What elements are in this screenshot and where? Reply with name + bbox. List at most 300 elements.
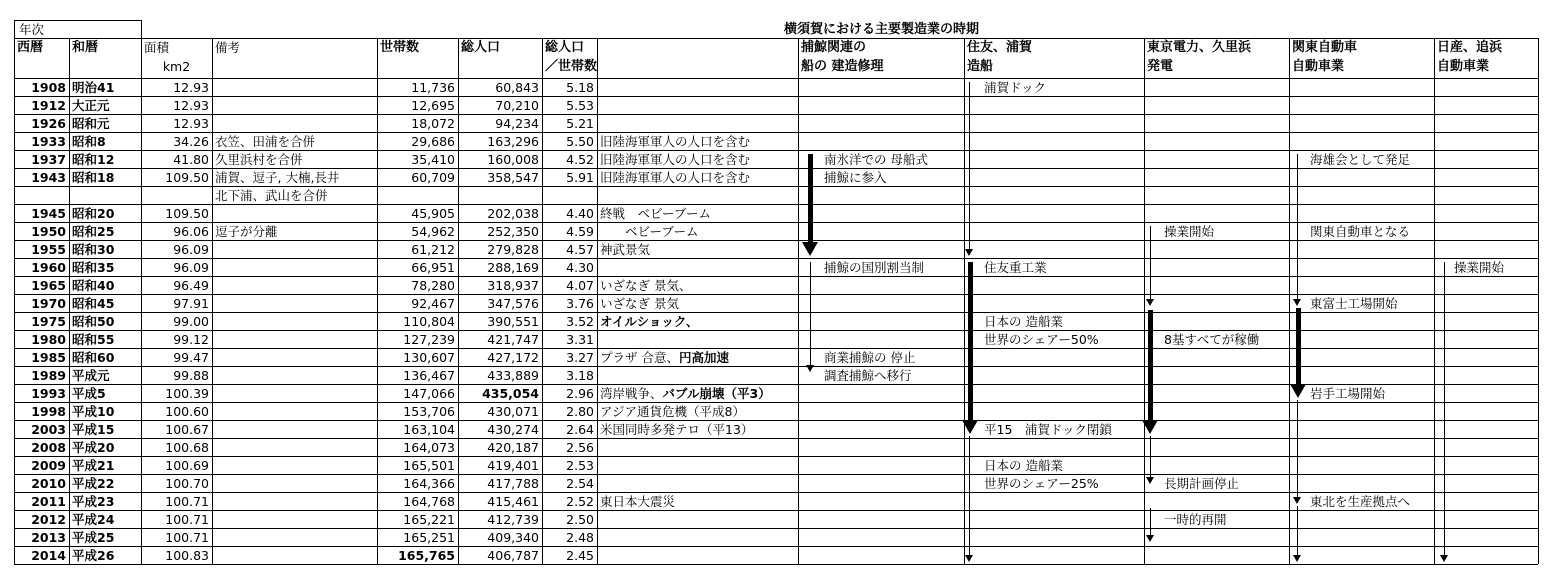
kanto-note-renamed: 関東自動車となる: [1310, 224, 1411, 239]
cell-event: [597, 277, 798, 295]
cell-households: 130,607: [403, 350, 455, 365]
cell-ratio: 4.40: [566, 206, 594, 221]
header-bikou: 備考: [215, 40, 241, 55]
cell-era: 昭和元: [72, 116, 110, 131]
cell-year: 1955: [31, 242, 66, 257]
cell-year: 1945: [31, 206, 66, 221]
cell-event: [597, 511, 798, 529]
cell-event: [597, 241, 798, 259]
cell-population: 279,828: [487, 242, 539, 257]
cell-ratio: 5.53: [566, 98, 594, 113]
cell-year: 2009: [31, 458, 66, 473]
header-menseki-unit: km2: [162, 59, 191, 74]
event-text: いざなぎ 景気、: [600, 278, 692, 293]
cell-area: 99.47: [173, 350, 209, 365]
event-text-bold: 円高加速: [678, 350, 729, 365]
kanto-thin-arrow-head: [1293, 299, 1301, 306]
cell-population: 435,054: [482, 386, 539, 401]
cell-population: 427,172: [487, 350, 539, 365]
cell-ratio: 3.27: [566, 350, 594, 365]
tepco-note-temporary-restart: 一時的再開: [1164, 512, 1227, 527]
tepco-bold-arrow-line: [1148, 310, 1153, 420]
cell-area: 96.09: [173, 260, 209, 275]
cell-area: 100.71: [165, 512, 209, 527]
kanto-bold-arrow-head: [1290, 384, 1306, 398]
header-kanto-1: 関東自動車: [1292, 40, 1358, 55]
cell-population: 202,038: [487, 206, 539, 221]
cell-households: 78,280: [411, 278, 455, 293]
kanto-thin-arrow-line: [1297, 154, 1298, 299]
header-menseki: 面積: [144, 40, 170, 55]
cell-year: 1912: [31, 98, 66, 113]
cell-event: [597, 79, 798, 97]
cell-era: 昭和35: [72, 260, 115, 275]
cell-biko: [212, 403, 377, 421]
cell-event: [597, 475, 798, 493]
whaling-note-research: 調査捕鯨へ移行: [824, 368, 912, 383]
cell-year: 2003: [31, 422, 66, 437]
event-text: 神武景気: [600, 242, 651, 257]
event-text: オイルショック、: [600, 314, 699, 329]
cell-era: 平成元: [72, 368, 110, 383]
cell-area: 99.12: [173, 332, 209, 347]
header-wareki: 和暦: [72, 40, 99, 55]
cell-area: 41.80: [173, 152, 209, 167]
cell-biko: [212, 259, 377, 277]
cell-ratio: 5.91: [566, 170, 594, 185]
tepco-note-long-stop: 長期計画停止: [1164, 476, 1240, 491]
event-text: 終戦 ベビーブーム: [600, 206, 712, 221]
cell-biko: 浦賀、逗子, 大楠,長井: [215, 170, 340, 185]
header-seireki: 西暦: [17, 40, 44, 55]
cell-households: 164,768: [403, 494, 455, 509]
cell-year: 1908: [31, 80, 66, 95]
cell-year: 2010: [31, 476, 66, 491]
cell-area: 100.39: [165, 386, 209, 401]
cell-era: 平成5: [72, 386, 106, 401]
kanto-thin-arrow-3-head: [1293, 555, 1301, 562]
uraga-note-dock: 浦賀ドック: [984, 80, 1047, 95]
uraga-note-sumitomo: 住友重工業: [984, 260, 1047, 275]
cell-population: 70,210: [495, 98, 539, 113]
header-uraga-1: 住友、浦賀: [967, 40, 1033, 55]
header-soujinko: 総人口: [461, 40, 501, 55]
table-right-border: [1538, 38, 1539, 564]
event-text: 旧陸海軍軍人の人口を含む: [600, 170, 751, 185]
cell-area: 96.06: [173, 224, 209, 239]
cell-area: 100.83: [165, 548, 209, 563]
event-text: プラザ 合意、: [600, 350, 679, 365]
cell-ratio: 2.80: [566, 404, 594, 419]
cell-year: 2012: [31, 512, 66, 527]
cell-event: [597, 295, 798, 313]
cell-biko: [212, 385, 377, 403]
cell-era: 明治41: [72, 80, 115, 95]
cell-households: 92,467: [411, 296, 455, 311]
cell-ratio: 4.59: [566, 224, 594, 239]
whaling-thin-arrow-head: [806, 365, 814, 372]
cell-population: 412,739: [487, 512, 539, 527]
tepco-thin-arrow-head: [1146, 299, 1154, 306]
event-text-bold: バブル崩壊（平3）: [662, 386, 771, 401]
cell-era: 昭和12: [72, 152, 115, 167]
cell-biko: [212, 313, 377, 331]
cell-biko: [212, 421, 377, 439]
cell-era: 昭和45: [72, 296, 115, 311]
cell-ratio: 2.52: [566, 494, 594, 509]
kanto-thin-arrow-3-line: [1297, 506, 1298, 555]
year-label-right-border: [141, 20, 142, 38]
cell-event: [597, 133, 798, 151]
cell-households: [377, 187, 458, 205]
cell-era: 平成10: [72, 404, 115, 419]
cell-ratio: 2.53: [566, 458, 594, 473]
header-whaling-1: 捕鯨関連の: [801, 40, 867, 55]
cell-event: [597, 169, 798, 187]
header-setaisu: 世帯数: [380, 40, 420, 55]
cell-area: 100.67: [165, 422, 209, 437]
whaling-bold-arrow-head: [802, 242, 818, 256]
cell-households: 45,905: [411, 206, 455, 221]
cell-year: 2008: [31, 440, 66, 455]
cell-ratio: 4.57: [566, 242, 594, 257]
header-nissan-2: 自動車業: [1437, 59, 1490, 74]
cell-year: 1975: [31, 314, 66, 329]
event-text: アジア通貨危機（平成8）: [600, 404, 745, 419]
cell-biko: [212, 439, 377, 457]
cell-era: 平成22: [72, 476, 115, 491]
cell-ratio: 2.45: [566, 548, 594, 563]
cell-area: 100.68: [165, 440, 209, 455]
cell-era: 平成24: [72, 512, 115, 527]
whaling-note-quota: 捕鯨の国別割当制: [824, 260, 925, 275]
cell-population: 390,551: [487, 314, 539, 329]
tepco-thin-arrow-2-line: [1150, 436, 1151, 477]
cell-households: 11,736: [411, 80, 455, 95]
kanto-note-higashifuji: 東富士工場開始: [1310, 296, 1398, 311]
cell-biko: [212, 97, 377, 115]
cell-ratio: 3.76: [566, 296, 594, 311]
tepco-note-start: 操業開始: [1164, 224, 1215, 239]
cell-area: 100.69: [165, 458, 209, 473]
cell-population: 163,296: [487, 134, 539, 149]
cell-households: 153,706: [403, 404, 455, 419]
cell-year: 1937: [31, 152, 66, 167]
uraga-note-share-25: 世界のシェアー25%: [984, 476, 1099, 491]
cell-era: 昭和50: [72, 314, 115, 329]
cell-households: 54,962: [411, 224, 455, 239]
cell-year: 1965: [31, 278, 66, 293]
year-label: 年次: [19, 22, 45, 37]
cell-households: 110,804: [403, 314, 455, 329]
cell-area: 100.71: [165, 530, 209, 545]
header-tepco-1: 東京電力、久里浜: [1147, 40, 1252, 55]
tepco-thin-arrow-2-head: [1146, 477, 1154, 484]
cell-era: 大正元: [72, 98, 110, 113]
cell-era: 昭和55: [72, 332, 115, 347]
cell-ratio: 5.21: [566, 116, 594, 131]
cell-ratio: 2.56: [566, 440, 594, 455]
uraga-thin-arrow-2-head: [965, 555, 973, 562]
cell-year: 1989: [31, 368, 66, 383]
cell-population: 160,008: [487, 152, 539, 167]
cell-era: 昭和60: [72, 350, 115, 365]
cell-biko: [212, 349, 377, 367]
tepco-bold-arrow-head: [1142, 420, 1158, 434]
cell-event: [597, 403, 798, 421]
cell-era: 昭和8: [72, 134, 106, 149]
event-text: 旧陸海軍軍人の人口を含む: [600, 134, 751, 149]
cell-event: [597, 529, 798, 547]
cell-households: 60,709: [411, 170, 455, 185]
cell-population: 415,461: [487, 494, 539, 509]
cell-era: 平成21: [72, 458, 115, 473]
header-tepco-2: 発電: [1147, 59, 1174, 74]
cell-population: 420,187: [487, 440, 539, 455]
cell-area: 34.26: [173, 134, 209, 149]
event-text: 米国同時多発テロ（平13）: [600, 422, 754, 437]
kanto-bold-arrow-line: [1296, 308, 1301, 384]
whaling-note-commercial-stop: 商業捕鯨の 停止: [824, 350, 916, 365]
cell-population: 406,787: [487, 548, 539, 563]
cell-era: [69, 187, 141, 205]
cell-area: 100.70: [165, 476, 209, 491]
cell-households: 165,501: [403, 458, 455, 473]
cell-era: 昭和18: [72, 170, 115, 185]
cell-population: 430,274: [487, 422, 539, 437]
cell-event: [597, 151, 798, 169]
cell-biko: 衣笠、田浦を合併: [215, 134, 316, 149]
whaling-note-mothership: 南氷洋での 母船式: [824, 152, 928, 167]
cell-year: 1985: [31, 350, 66, 365]
kanto-note-founded: 海雄会として発足: [1310, 152, 1411, 167]
cell-households: 163,104: [403, 422, 455, 437]
cell-era: 昭和30: [72, 242, 115, 257]
cell-ratio: 3.18: [566, 368, 594, 383]
cell-ratio: 2.54: [566, 476, 594, 491]
cell-year: 2013: [31, 530, 66, 545]
cell-ratio: 4.07: [566, 278, 594, 293]
cell-era: 平成26: [72, 548, 115, 563]
kanto-thin-arrow-2-line: [1297, 400, 1298, 497]
uraga-thin-arrow-2-line: [969, 436, 970, 555]
cell-area: 100.60: [165, 404, 209, 419]
tepco-thin-arrow-3-line: [1150, 508, 1151, 535]
cell-era: 平成15: [72, 422, 115, 437]
cell-event: [597, 547, 798, 565]
cell-area: 109.50: [165, 206, 209, 221]
tepco-thin-arrow-line: [1150, 226, 1151, 299]
cell-ratio: [542, 187, 597, 205]
cell-year: 1960: [31, 260, 66, 275]
cell-year: 1933: [31, 134, 66, 149]
cell-event: [597, 421, 798, 439]
cell-event: [597, 115, 798, 133]
cell-ratio: 2.96: [566, 386, 594, 401]
cell-population: 94,234: [495, 116, 539, 131]
header-ratio-1: 総人口: [545, 40, 585, 55]
cell-year: 2011: [31, 494, 66, 509]
cell-biko: [212, 547, 377, 565]
cell-population: 60,843: [495, 80, 539, 95]
cell-biko: [212, 205, 377, 223]
cell-event: [597, 187, 798, 205]
cell-households: 165,765: [398, 548, 455, 563]
cell-biko: [212, 295, 377, 313]
uraga-thin-arrow-line: [969, 82, 970, 249]
cell-era: 昭和40: [72, 278, 115, 293]
header-uraga-2: 造船: [967, 59, 994, 74]
cell-households: 61,212: [411, 242, 455, 257]
tepco-note-all-running: 8基すべてが稼働: [1164, 332, 1260, 347]
cell-area: 12.93: [173, 98, 209, 113]
header-ratio-2: ／世帯数: [545, 59, 598, 74]
cell-biko: [212, 331, 377, 349]
cell-biko: [212, 277, 377, 295]
cell-biko: 逗子が分離: [215, 224, 278, 239]
whaling-bold-arrow-line: [808, 154, 813, 242]
cell-event: [597, 97, 798, 115]
nissan-note-start: 操業開始: [1454, 260, 1505, 275]
cell-year: 1950: [31, 224, 66, 239]
cell-population: 430,071: [487, 404, 539, 419]
tepco-thin-arrow-3-head: [1146, 535, 1154, 542]
cell-event: [597, 349, 798, 367]
cell-households: 18,072: [411, 116, 455, 131]
cell-area: 12.93: [173, 116, 209, 131]
cell-area: 109.50: [165, 170, 209, 185]
whaling-note-entry: 捕鯨に参入: [824, 170, 887, 185]
uraga-note-share-50: 世界のシェアー50%: [984, 332, 1099, 347]
cell-event: [597, 367, 798, 385]
cell-households: 165,221: [403, 512, 455, 527]
cell-households: 35,410: [411, 152, 455, 167]
cell-ratio: 2.50: [566, 512, 594, 527]
cell-year: 1980: [31, 332, 66, 347]
column-line-9: [1144, 38, 1145, 564]
cell-biko: [212, 457, 377, 475]
uraga-bold-arrow-line: [968, 262, 973, 420]
cell-population: 318,937: [487, 278, 539, 293]
cell-households: 29,686: [411, 134, 455, 149]
cell-biko: [212, 79, 377, 97]
uraga-bold-arrow-head: [962, 420, 978, 434]
cell-biko: [212, 241, 377, 259]
cell-event: [597, 205, 798, 223]
cell-event: [597, 313, 798, 331]
column-line-8: [964, 38, 965, 564]
kanto-note-tohoku: 東北を生産拠点へ: [1310, 494, 1411, 509]
cell-era: 平成25: [72, 530, 115, 545]
cell-population: 433,889: [487, 368, 539, 383]
cell-ratio: 5.50: [566, 134, 594, 149]
cell-population: 288,169: [487, 260, 539, 275]
column-line-10: [1289, 38, 1290, 564]
event-text: 旧陸海軍軍人の人口を含む: [600, 152, 751, 167]
cell-year: 1998: [31, 404, 66, 419]
cell-year: [14, 187, 69, 205]
industry-timeline-table: [14, 20, 1538, 566]
cell-event: [597, 331, 798, 349]
uraga-note-dock-closure: 平15 浦賀ドック閉鎖: [984, 422, 1112, 437]
cell-population: [458, 187, 542, 205]
cell-area: 97.91: [173, 296, 209, 311]
cell-population: 347,576: [487, 296, 539, 311]
cell-year: 1943: [31, 170, 66, 185]
cell-population: 358,547: [487, 170, 539, 185]
header-nissan-1: 日産、追浜: [1437, 40, 1503, 55]
cell-population: 409,340: [487, 530, 539, 545]
cell-area: [141, 187, 212, 205]
cell-ratio: 4.52: [566, 152, 594, 167]
cell-population: 417,788: [487, 476, 539, 491]
cell-year: 1993: [31, 386, 66, 401]
event-text: ベビーブーム: [600, 224, 699, 239]
cell-year: 1926: [31, 116, 66, 131]
cell-era: 平成20: [72, 440, 115, 455]
header-whaling-2: 船の 建造修理: [801, 59, 884, 74]
cell-event: [597, 223, 798, 241]
whaling-thin-arrow-line: [810, 262, 811, 365]
nissan-thin-arrow-head: [1440, 555, 1448, 562]
cell-area: 99.88: [173, 368, 209, 383]
cell-households: 66,951: [411, 260, 455, 275]
cell-biko: [212, 511, 377, 529]
cell-ratio: 2.64: [566, 422, 594, 437]
cell-biko: [212, 475, 377, 493]
event-text: いざなぎ 景気: [600, 296, 679, 311]
cell-era: 昭和20: [72, 206, 115, 221]
cell-biko: [212, 493, 377, 511]
cell-households: 165,251: [403, 530, 455, 545]
uraga-thin-arrow-head: [965, 249, 973, 256]
cell-households: 127,239: [403, 332, 455, 347]
cell-population: 419,401: [487, 458, 539, 473]
cell-biko: [212, 529, 377, 547]
cell-era: 昭和25: [72, 224, 115, 239]
cell-year: 1970: [31, 296, 66, 311]
cell-biko: 久里浜村を合併: [215, 152, 303, 167]
event-text: 東日本大震災: [600, 494, 676, 509]
cell-ratio: 4.30: [566, 260, 594, 275]
cell-biko: [212, 115, 377, 133]
cell-year: 2014: [31, 548, 66, 563]
cell-ratio: 3.52: [566, 314, 594, 329]
kanto-note-iwate: 岩手工場開始: [1310, 386, 1386, 401]
cell-households: 147,066: [403, 386, 455, 401]
cell-biko: 北下浦、武山を合併: [215, 188, 328, 203]
cell-event: [597, 259, 798, 277]
cell-households: 164,073: [403, 440, 455, 455]
cell-area: 99.00: [173, 314, 209, 329]
event-text: 湾岸戦争、: [600, 386, 663, 401]
header-kanto-2: 自動車業: [1292, 59, 1345, 74]
cell-event: [597, 457, 798, 475]
cell-population: 421,747: [487, 332, 539, 347]
cell-area: 12.93: [173, 80, 209, 95]
cell-biko: [212, 367, 377, 385]
cell-households: 136,467: [403, 368, 455, 383]
cell-households: 164,366: [403, 476, 455, 491]
cell-event: [597, 493, 798, 511]
uraga-note-industry: 日本の 造船業: [984, 314, 1063, 329]
cell-population: 252,350: [487, 224, 539, 239]
nissan-thin-arrow-line: [1444, 262, 1445, 555]
cell-area: 96.49: [173, 278, 209, 293]
column-line-11: [1434, 38, 1435, 564]
cell-event: [597, 385, 798, 403]
column-line-7: [798, 38, 799, 564]
